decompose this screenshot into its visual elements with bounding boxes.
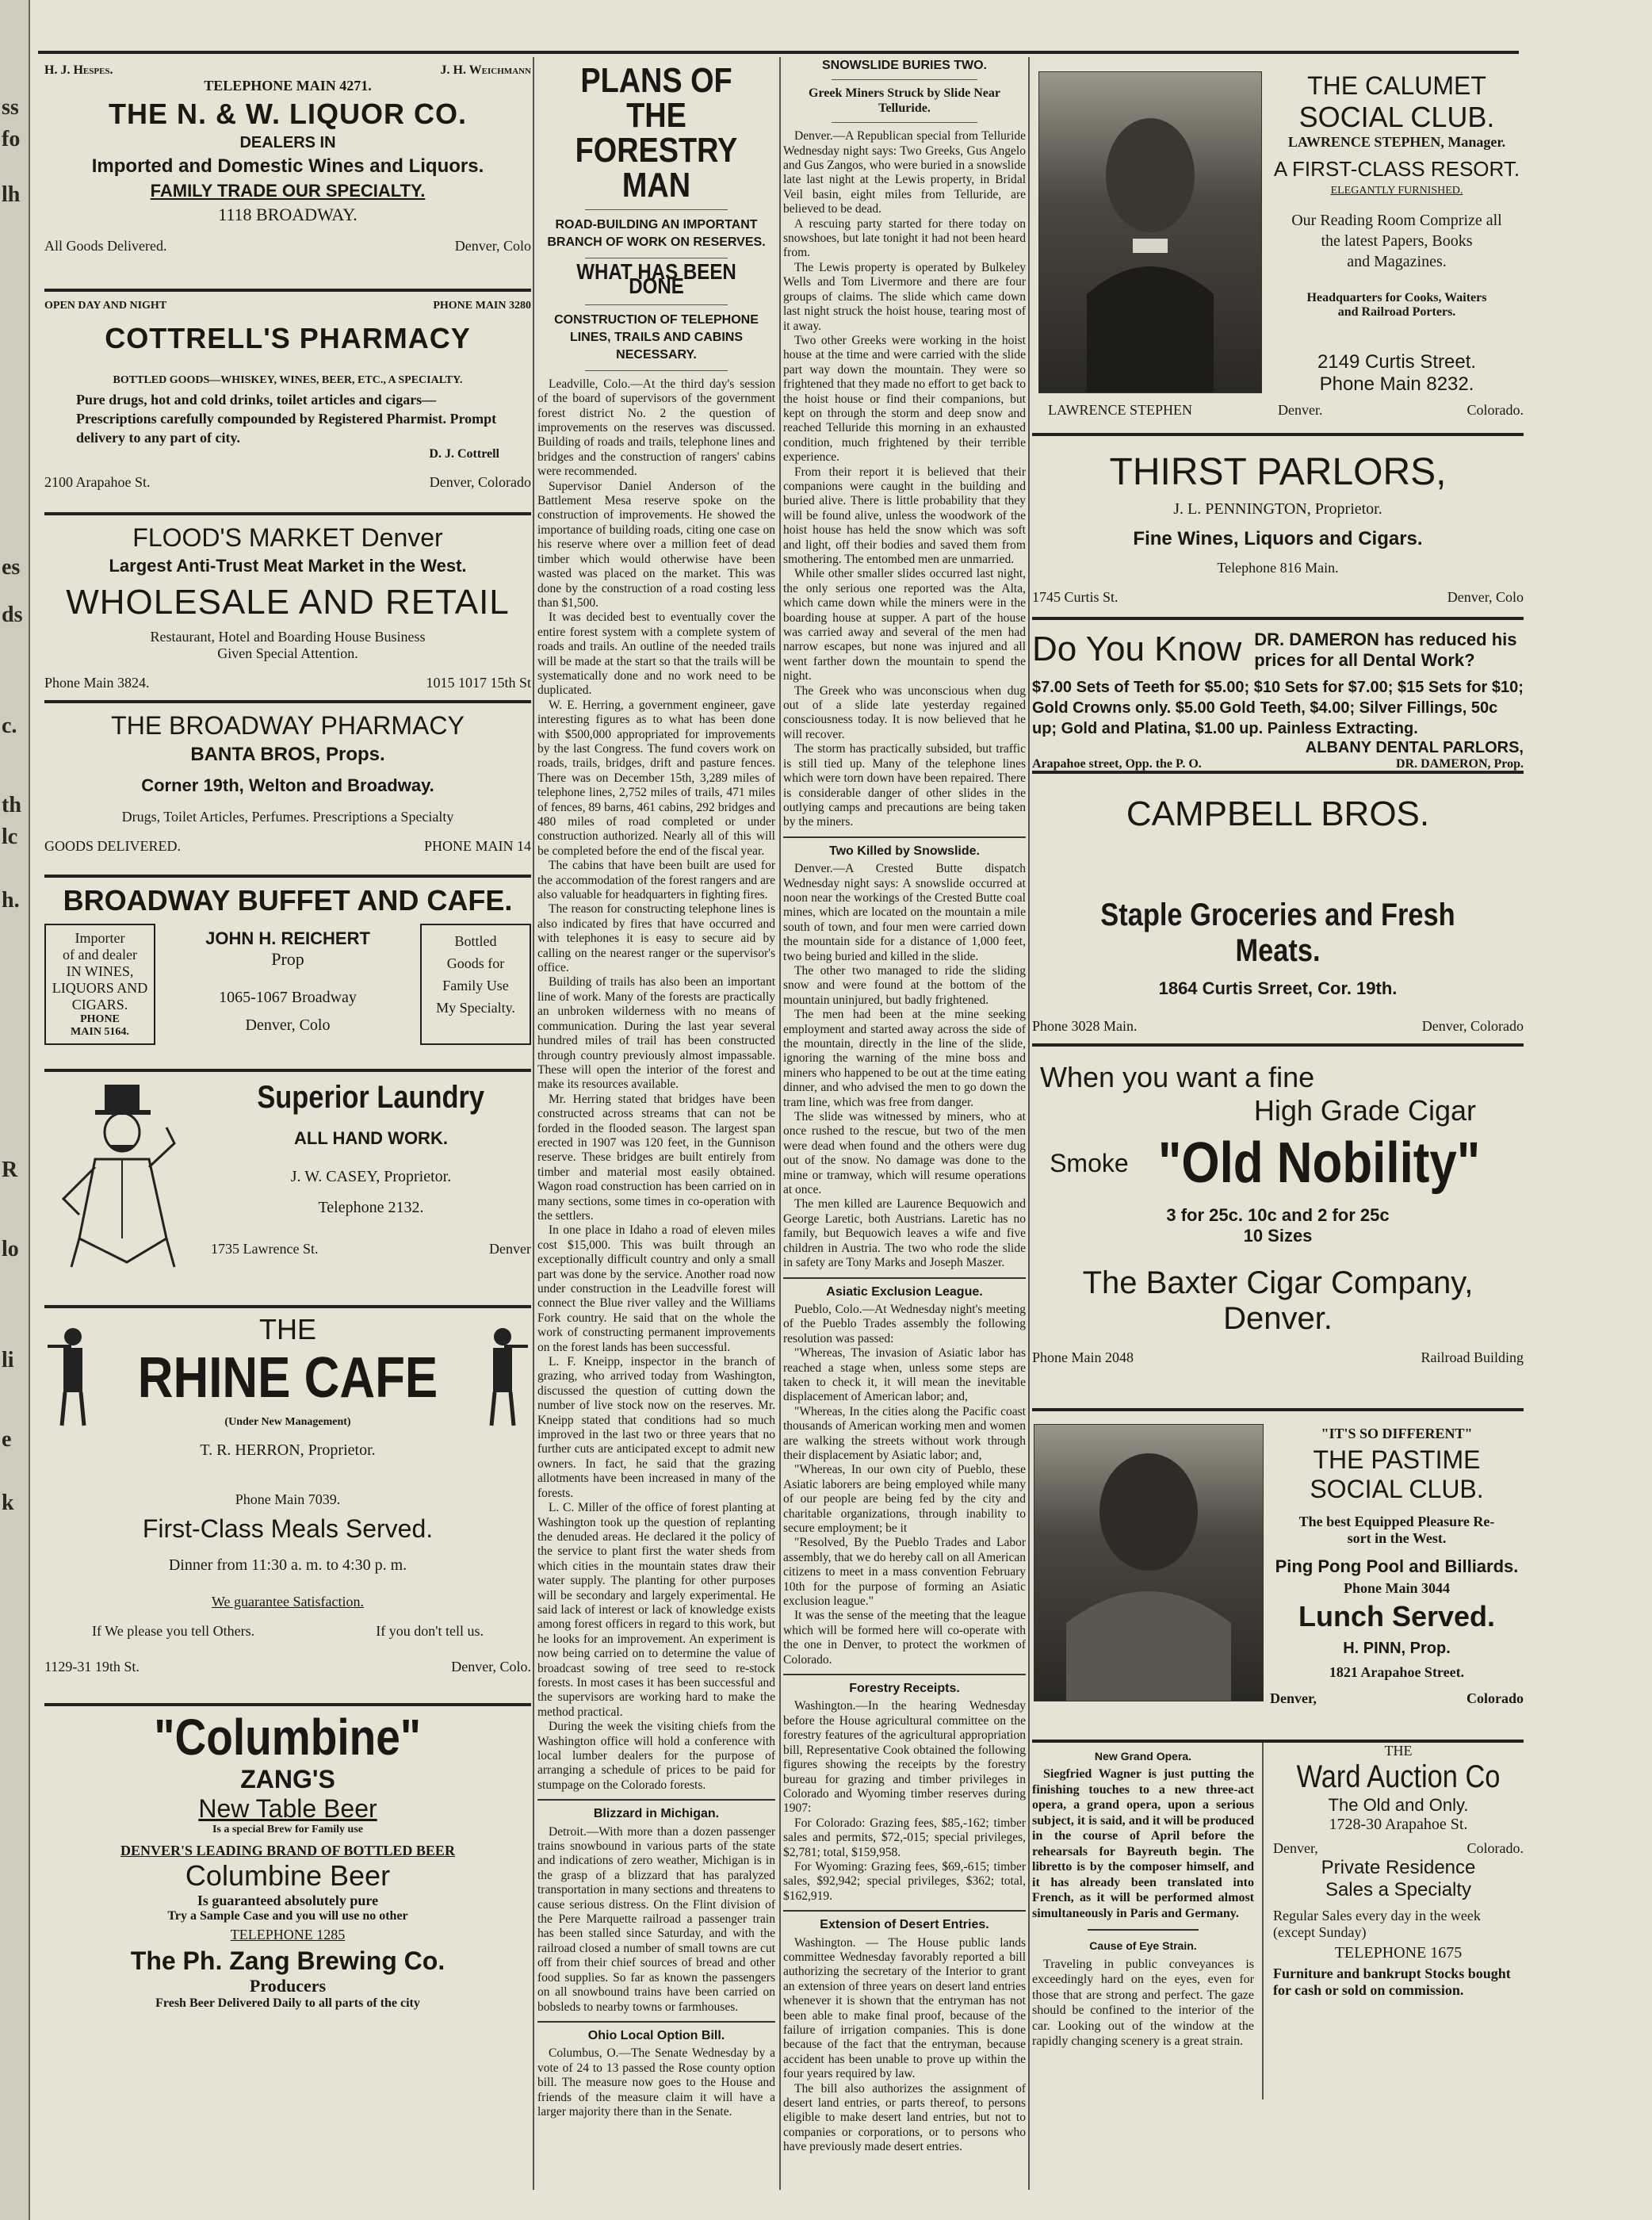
margin-glyph: fo — [2, 127, 21, 151]
opera-headline: New Grand Opera. — [1094, 1750, 1192, 1763]
ward-address: 1728-30 Arapahoe St. — [1329, 1816, 1468, 1833]
cigar-when: When you want a fine — [1040, 1061, 1315, 1093]
pastime-phone: Phone Main 3044 — [1343, 1580, 1450, 1596]
rhine-address: 1129-31 19th St. — [44, 1659, 140, 1675]
pastime-name: SOCIAL CLUB. — [1310, 1475, 1484, 1503]
campbell-name: CAMPBELL BROS. — [1126, 794, 1430, 833]
margin-glyph: lh — [2, 182, 21, 207]
article-paragraph: L. F. Kneipp, inspector in the branch of grazing, who arrived today from Washington, discussed the question of cutting down the number of live stock now on the reserves. Mr. Kneipp stated that conditions had so much improved in the last two or three years that no further cuts are anticipated except to admit new owners. In fact, he said that the grazing allotments have been increased in many of the forests. — [537, 1355, 775, 1500]
dameron-parlors: ALBANY DENTAL PARLORS, — [1305, 739, 1524, 756]
buffet-left-phone: PHONE — [80, 1013, 120, 1025]
article-paragraph: A rescuing party started for there today on snowshoes, but late tonight it had not been heard from. — [783, 216, 1026, 260]
article-paragraph: The bill also authorizes the assignment of desert land entries, or parts thereof, to persons eligible to make desert land entries, but not to companies or corporations, or to persons who have previously made desert entries. — [783, 2081, 1026, 2154]
rhine-prop: T. R. HERRON, Proprietor. — [200, 1441, 376, 1459]
calumet-club-ad — [1032, 57, 1524, 436]
dameron-dental-ad — [1032, 620, 1524, 774]
nw-left-name: H. J. Hespes. — [44, 63, 113, 77]
calumet-reading-line: Our Reading Room Comprize all — [1291, 212, 1502, 229]
snowslide-headline: SNOWSLIDE BURIES TWO. — [822, 59, 987, 72]
margin-glyph: es — [2, 555, 21, 580]
blizzard-headline: Blizzard in Michigan. — [593, 1807, 720, 1821]
snowslide-body — [783, 129, 1026, 830]
article-paragraph: Washington.—In the hearing Wednesday before the House agricultural committee on the forestry features of the agricultural appropriation bill, Representative Cook obtained the following figures showing the receipts by the forestry bureau for grazing and timber privileges in Colorado and Wyoming timber reserves during 1907: — [783, 1699, 1026, 1816]
buffet-right-line: Bottled — [454, 933, 497, 949]
thirst-address: 1745 Curtis St. — [1032, 589, 1119, 605]
portrait-lawrence-stephen — [1038, 71, 1262, 393]
snowslide-subhead: Greek Miners Struck by Slide Near Telluride. — [809, 86, 1000, 115]
pastime-address: 1821 Arapahoe Street. — [1329, 1664, 1465, 1680]
margin-glyph: c. — [2, 714, 17, 738]
campbell-address: 1864 Curtis Srreet, Cor. 19th. — [1158, 978, 1398, 998]
forestry-deck-3: CONSTRUCTION OF TELEPHONE LINES, TRAILS AND CABINS NECESSARY. — [554, 312, 759, 362]
calumet-hq-line: Headquarters for Cooks, Waiters — [1306, 291, 1487, 304]
desert-entries-headline: Extension of Desert Entries. — [820, 1918, 989, 1932]
ward-name: Ward Auction Co — [1296, 1759, 1501, 1794]
margin-glyph: e — [2, 1427, 12, 1452]
article-paragraph: Mr. Herring stated that bridges have been constructed across streams that can not be forded in the flooded season. The largest span erected in 1907 was 120 feet, in the Gunnison reserve. These bridges are built entirely from timber and material most easily obtained. Wagon road construction has been carried on in many sections, some times in co-operation with the settlers. — [537, 1092, 775, 1223]
nw-telephone: TELEPHONE MAIN 4271. — [204, 78, 372, 94]
pastime-state: Colorado — [1467, 1690, 1524, 1706]
article-paragraph: "Whereas, The invasion of Asiatic labor has reached a stage when, unless some steps are taken to check it, it will mean the inevitable displacement of American labor; and, — [783, 1346, 1026, 1404]
article-paragraph: The slide was witnessed by miners, who at once rushed to the rescue, but two of the men were dead when found and the others were dug out of the snow. No damage was done to the mine or tramway, which will resume operations at once. — [783, 1110, 1026, 1197]
campbell-bros-ad — [1032, 774, 1524, 1047]
buffet-right-line: Goods for — [446, 955, 505, 971]
cigar-smoke: Smoke — [1050, 1148, 1129, 1177]
calumet-reading-line: the latest Papers, Books — [1321, 232, 1473, 250]
thirst-parlors-ad — [1032, 436, 1524, 620]
buffet-left-line: of and dealer — [63, 947, 137, 963]
ward-old: The Old and Only. — [1328, 1795, 1469, 1815]
cigar-phone: Phone Main 2048 — [1032, 1349, 1134, 1365]
nw-delivered: All Goods Delivered. — [44, 238, 167, 254]
thirst-tel: Telephone 816 Main. — [1217, 560, 1339, 576]
article-paragraph: The storm has practically subsided, but traffic is still tied up. Many of the telephone lines which were torn down have been repaired. There is considerable danger of other slides in the outlying camps and precautions are being taken by the miners. — [783, 742, 1026, 829]
ward-sales: Sales a Specialty — [1325, 1879, 1472, 1900]
two-killed-body — [783, 862, 1026, 1270]
dameron-address: Arapahoe street, Opp. the P. O. — [1032, 757, 1202, 771]
ward-auction-ad — [1264, 1743, 1524, 2099]
ward-furniture: Furniture and bankrupt Stocks bought for cash or sold on commission. — [1273, 1965, 1511, 1998]
thirst-name: THIRST PARLORS, — [1109, 451, 1447, 493]
zang-producers: Producers — [249, 1976, 327, 1996]
bp-line: Drugs, Toilet Articles, Perfumes. Prescriptions a Specialty — [121, 809, 454, 825]
pastime-prop: H. PINN, Prop. — [1343, 1640, 1451, 1657]
margin-glyph: ds — [2, 603, 23, 627]
margin-glyph: ss — [2, 95, 19, 120]
thirst-fine: Fine Wines, Liquors and Cigars. — [1133, 528, 1423, 549]
left-margin-strip — [0, 0, 30, 2220]
article-paragraph: It was decided best to eventually cover the entire forest system with a complete system of roads and trails. An outline of the needed trails will be made at the start so that the trails will be systematically done and no work need to be duplicated. — [537, 610, 775, 698]
article-paragraph: Leadville, Colo.—At the third day's session of the board of supervisors of the government forest district No. 2 the question of improvements on the reserves was discussed. Building of roads and trails, telephone lines and bridges and the construction of rangers' cabins were recommended. — [537, 377, 775, 479]
old-nobility-cigar-ad — [1032, 1047, 1524, 1411]
rhine-meals: First-Class Meals Served. — [142, 1514, 434, 1543]
flood-name: FLOOD'S MARKET Denver — [132, 523, 443, 552]
zang-leading: DENVER'S LEADING BRAND OF BOTTLED BEER — [120, 1843, 455, 1858]
forestry-receipts-body — [783, 1699, 1026, 1904]
margin-glyph: li — [2, 1348, 14, 1372]
rhine-cafe-ad — [44, 1308, 531, 1706]
cigar-denver: Denver. — [1223, 1301, 1333, 1336]
laundry-city: Denver — [489, 1241, 531, 1257]
flood-wholesale: WHOLESALE AND RETAIL — [66, 583, 510, 622]
buffet-city: Denver, Colo — [245, 1016, 331, 1034]
rhine-city: Denver, Colo. — [451, 1659, 531, 1675]
margin-glyph: h. — [2, 888, 20, 913]
article-paragraph: Washington. — The House public lands committee Wednesday favorably reported a bill authorizing the secretary of the Interior to grant an extension of three years on desert land entries whenever it is shown that the entryman has not been able to make final proof, because of the failure of irrigation companies. This is done because of the fact that the entryman, because accident has been unable to prove up within the four years required by law. — [783, 1935, 1026, 2081]
cottrell-text: Pure drugs, hot and cold drinks, toilet articles and cigars—Prescriptions carefully compounded by Registered Pharmist. Prompt delivery to any part of city. — [76, 392, 497, 446]
pastime-city: Denver, — [1270, 1690, 1317, 1706]
column-ads-right — [1032, 57, 1524, 2190]
article-paragraph: During the week the visiting chiefs from the Washington office will hold a conference with local lumber dealers for the purpose of arranging a schedule of prices to be paid for stumpage on the Colorado forests. — [537, 1720, 775, 1792]
article-paragraph: It was the sense of the meeting that the league which will be formed here will co-operate with the one in Denver, to protect the workmen of Colorado. — [783, 1609, 1026, 1667]
article-paragraph: Building of trails has also been an important line of work. Many of the forests are practically an unbroken wilderness with no means of communication. During the last year several hundred miles of trail has been constructed through country previously almost impassable. These will open the interior of the forest and make its resources available. — [537, 975, 775, 1092]
calumet-manager: LAWRENCE STEPHEN, Manager. — [1287, 134, 1506, 150]
nw-liquor-ad — [44, 57, 531, 292]
article-paragraph: In one place in Idaho a road of eleven miles cost $15,000. This was built through an exceptionally difficult country and only a small part was done by the service. Another road now under construction in the Leadville forest will connect the Blue river valley and the Williams Fork country. He said that on the whole the work of constructing permanent improvements on the forest lands has been successful. — [537, 1223, 775, 1354]
pastime-club-ad — [1032, 1411, 1524, 1743]
zang-new: New Table Beer — [198, 1794, 377, 1823]
cottrell-name: COTTRELL'S PHARMACY — [105, 322, 471, 354]
calumet-name: SOCIAL CLUB. — [1298, 101, 1495, 133]
article-paragraph: Denver.—A Crested Butte dispatch Wednesday night says: A snowslide occurred at noon near the workings of the Crested Butte coal mines, which are located on the mountain a mile south of town, and four men were carried down the mountain side for a distance of 1,000 feet, two being buried and killed in the slide. — [783, 862, 1026, 963]
forestry-headline-1: PLANS OF THE — [580, 61, 732, 135]
cottrell-open: OPEN DAY AND NIGHT — [44, 300, 167, 312]
buffet-left-box — [44, 924, 155, 1045]
calumet-phone: Phone Main 8232. — [1319, 373, 1474, 395]
buffet-right-box — [420, 924, 531, 1045]
article-paragraph: "Whereas, In the cities along the Pacific coast thousands of American working men and women are walking the streets without work through their displacement by Asiatic labor; and, — [783, 1404, 1026, 1462]
broadway-buffet-ad — [44, 878, 531, 1072]
portrait-caption: LAWRENCE STEPHEN — [1048, 402, 1193, 418]
campbell-city: Denver, Colorado — [1421, 1018, 1524, 1034]
rhine-the: THE — [259, 1313, 316, 1345]
cigar-building: Railroad Building — [1421, 1349, 1524, 1365]
article-paragraph: For Wyoming: Grazing fees, $69,-615; timber sales, $92,942; special privileges, $362; total, $162,919. — [783, 1859, 1026, 1903]
buffet-right-line: My Specialty. — [436, 1000, 515, 1016]
margin-glyph: th — [2, 793, 21, 817]
nw-address: 1118 BROADWAY. — [218, 205, 358, 224]
pastime-best-line: The best Equipped Pleasure Re- — [1298, 1514, 1495, 1529]
article-paragraph: For Colorado: Grazing fees, $85,-162; timber sales and permits, $72,-015; special privileges, $2,781; total, $159,958. — [783, 1816, 1026, 1859]
ward-private: Private Residence — [1321, 1857, 1476, 1878]
zang-zangs: ZANG'S — [240, 1765, 335, 1793]
article-paragraph: Two other Greeks were working in the hoist house at the time and were carried with the slide part way down the mountain. They were so frightened that they made no effort to get back to the hoist house or find their companions, but kept on through the storm and deep snow and reached Telluride this morning in an exhausted condition, much frightened by their terrible experience. — [783, 333, 1026, 465]
cottrell-pharmacy-ad — [44, 292, 531, 515]
buffet-left-line: IN WINES, — [66, 963, 134, 979]
two-killed-headline: Two Killed by Snowslide. — [829, 844, 980, 858]
article-paragraph: The men killed are Laurence Bequowich and George Laretic, both Austrians. Laretic has no family, but Bequowich leaves a wife and five children in Austria. The two who rode the slide in safety are Tony Marks and Joseph Maszer. — [783, 1197, 1026, 1270]
column-rule-1 — [533, 57, 534, 2190]
pastime-the: THE PASTIME — [1313, 1445, 1481, 1474]
asiatic-body — [783, 1303, 1026, 1667]
article-paragraph: The reason for constructing telephone lines is also indicated by fires that have occurred and with telephones it is easy to secure aid by calling on the nearest ranger or the supervisor's office. — [537, 902, 775, 975]
article-paragraph: While other smaller slides occurred last night, the only serious one reported was the Alta, which came down while the miners were in the boarding house at supper. A part of the house was carried away and several of the men had narrow escapes, but none was injured and all went farther down the mountain to spend the night. — [783, 567, 1026, 683]
superior-laundry-ad — [44, 1072, 531, 1308]
margin-glyph: lo — [2, 1237, 19, 1261]
laundry-name: Superior Laundry — [257, 1080, 485, 1115]
buffet-right-line: Family Use — [442, 978, 509, 993]
flood-address: 1015 1017 15th St — [426, 675, 531, 691]
pastime-lunch: Lunch Served. — [1298, 1600, 1496, 1632]
forestry-headline-2: FORESTRY MAN — [575, 131, 738, 205]
laundry-prop: J. W. CASEY, Proprietor. — [290, 1168, 452, 1185]
zang-pure: Is guaranteed absolutely pure — [197, 1893, 379, 1908]
rhine-guarantee: We guarantee Satisfaction. — [212, 1594, 364, 1610]
forestry-body — [537, 377, 775, 1793]
rhine-dont: If you don't tell us. — [376, 1623, 484, 1639]
calumet-city: Denver. — [1278, 402, 1323, 418]
bottom-right-section — [1032, 1743, 1524, 2099]
rhine-please: If We please you tell Others. — [92, 1623, 255, 1639]
top-rule — [38, 51, 1519, 54]
bp-phone: PHONE MAIN 14 — [424, 838, 531, 854]
cottrell-bottled: BOTTLED GOODS—WHISKEY, WINES, BEER, ETC., A SPECIALTY. — [113, 374, 463, 386]
buffet-address: 1065-1067 Broadway — [219, 989, 357, 1006]
eye-strain-headline: Cause of Eye Strain. — [1089, 1939, 1197, 1953]
zang-special: Is a special Brew for Family use — [212, 1824, 364, 1835]
buffet-left-line: CIGARS. — [71, 997, 128, 1012]
article-paragraph: The Greek who was unconscious when dug out of a slide late yesterday regained consciousness today. It is now believed that he will recover. — [783, 683, 1026, 741]
article-paragraph: The other two managed to ride the sliding snow and were found at the bottom of the mountain uninjured, but badly frightened. — [783, 963, 1026, 1007]
dameron-text: $7.00 Sets of Teeth for $5.00; $10 Sets for $7.00; $15 Sets for $10; Gold Crowns only. $5.00 Gold Teeth, $4.00; Silver Fillings, 50c up; Gold and Platina, $1.00 up. Painless Extracting. — [1032, 679, 1524, 737]
rhine-phone: Phone Main 7039. — [235, 1491, 341, 1507]
column-rule-3 — [1028, 57, 1030, 2190]
zang-beer-ad — [44, 1706, 531, 2010]
eye-strain-body: Traveling in public conveyances is exceedingly hard on the eyes, even for those that are strong and perfect. The gaze should be confined to the interior of the car. Looking out of the window at the rapidly changing scenery is a great strain. — [1032, 1957, 1254, 2049]
portrait-h-pinn — [1034, 1424, 1264, 1701]
article-paragraph: W. E. Herring, a government engineer, gave interesting figures as to what has been done with $500,000 appropriated for improvements by the last Congress. The fund covers work on roads, trails, bridges, drift and pasture fences. There was on December 15th, 3,289 miles of telephone lines, 2,752 miles of trails, 471 miles of fences, 89 barns, 461 cabins, 292 bridges and 480 miles of road completed or under construction authorized. Nearly all of this will be completed before the end of the fiscal year. — [537, 698, 775, 858]
rhine-mgmt: (Under New Management) — [224, 1416, 351, 1428]
bp-delivered: GOODS DELIVERED. — [44, 838, 181, 854]
nw-city: Denver, Colo — [454, 238, 531, 254]
rhine-dinner: Dinner from 11:30 a. m. to 4:30 p. m. — [168, 1556, 407, 1574]
calumet-hq-line: and Railroad Porters. — [1337, 305, 1456, 319]
article-paragraph: The cabins that have been built are used for the accommodation of the forest rangers and are also valuable for headquarters in fighting fires. — [537, 859, 775, 902]
thirst-city: Denver, Colo — [1447, 589, 1524, 605]
flood-text2: Given Special Attention. — [217, 645, 358, 661]
calumet-address: 2149 Curtis Street. — [1317, 351, 1477, 373]
broadway-pharmacy-ad — [44, 703, 531, 878]
ward-tel: TELEPHONE 1675 — [1334, 1944, 1463, 1962]
ward-state: Colorado. — [1467, 1840, 1524, 1856]
calumet-furnished: ELEGANTLY FURNISHED. — [1330, 185, 1463, 197]
ohio-headline: Ohio Local Option Bill. — [587, 2028, 725, 2042]
article-paragraph: The men had been at the mine seeking employment and started away across the side of the mountain, directly in the line of the slide, ignoring the warning of the mine boss and miners who happened to be out at the time eating dinner, and who advised the men to go down the tram line, which was free from danger. — [783, 1008, 1026, 1109]
flood-phone: Phone Main 3824. — [44, 675, 150, 691]
forestry-receipts-headline: Forestry Receipts. — [849, 1682, 960, 1696]
pastime-best-line: sort in the West. — [1347, 1530, 1447, 1546]
forestry-deck-2: WHAT HAS BEEN DONE — [576, 259, 736, 299]
buffet-name: BROADWAY BUFFET AND CAFE. — [63, 884, 513, 917]
campbell-staple: Staple Groceries and Fresh Meats. — [1100, 898, 1455, 968]
margin-glyph: k — [2, 1491, 14, 1515]
article-paragraph: Denver.—A Republican special from Telluride Wednesday night says: Two Greeks, Gus Angelo and Gus Zangos, who were buried in a snowslide late last night at the Lewis property, in Bridal Veil basin, eight miles from Telluride, are believed to be dead. — [783, 129, 1026, 216]
calumet-the: THE CALUMET — [1307, 71, 1486, 100]
nw-wines: Imported and Domestic Wines and Liquors. — [91, 155, 484, 177]
flood-market-ad — [44, 515, 531, 703]
cottrell-sign: D. J. Cottrell — [429, 447, 499, 461]
cigar-prices: 3 for 25c. 10c and 2 for 25c — [1166, 1205, 1390, 1225]
nw-family: FAMILY TRADE OUR SPECIALTY. — [150, 181, 426, 201]
blizzard-body: Detroit.—With more than a dozen passenger trains snowbound in various parts of the state and indications of zero weather, Michigan is in the grasp of a blizzard that has paralyzed transportation in many sections and threatens to cause serious distress. On the Flint division of the Pere Marquette railroad a passenger train has been stalled since Saturday, and with the railroad closed a number of small towns are cut off from their chief sources of bread and other food supplies. So far as known the passengers on all snowbound trains have been carried on bobsleds to nearby towns or farmhouses. — [537, 1824, 775, 2014]
buffet-left-phone: MAIN 5164. — [71, 1026, 129, 1038]
ward-regular: Regular Sales every day in the week (except Sunday) — [1273, 1908, 1481, 1940]
bp-name: THE BROADWAY PHARMACY — [111, 711, 465, 740]
column-rule-2 — [779, 57, 781, 2190]
article-paragraph: From their report it is believed that their companions were caught in the building and buried alive. There is little probability that they will be found alive, unless the woodwork of the hoist house has held the snow which was soft and light, off their bodies and saved them from smothering. The entombed men are unmarried. — [783, 465, 1026, 566]
nw-company-name: THE N. & W. LIQUOR CO. — [109, 98, 467, 130]
asiatic-headline: Asiatic Exclusion League. — [826, 1284, 983, 1299]
article-paragraph: "Whereas, In our own city of Pueblo, these Asiatic laborers are being employed while many of our people are being fed by the city and charitable organizations, through inability to secure employment; be it — [783, 1463, 1026, 1535]
butler-illustration-icon — [48, 1080, 198, 1270]
flood-tag: Largest Anti-Trust Meat Market in the West. — [109, 556, 467, 576]
zang-columbine: "Columbine" — [154, 1709, 422, 1766]
campbell-phone: Phone 3028 Main. — [1032, 1018, 1138, 1034]
rhine-name: RHINE CAFE — [137, 1346, 438, 1410]
cottrell-address: 2100 Arapahoe St. — [44, 474, 151, 490]
cottrell-city: Denver, Colorado — [429, 474, 531, 490]
zang-co: The Ph. Zang Brewing Co. — [130, 1946, 446, 1975]
pastime-pool: Ping Pong Pool and Billiards. — [1275, 1556, 1519, 1576]
desert-entries-body — [783, 1936, 1026, 2155]
ward-city: Denver, — [1273, 1840, 1318, 1856]
calumet-resort: A FIRST-CLASS RESORT. — [1273, 157, 1520, 181]
buffet-owner: JOHN H. REICHERT — [205, 928, 370, 948]
buffet-prop: Prop — [271, 949, 304, 969]
nw-dealers: DEALERS IN — [239, 134, 336, 151]
article-paragraph: The Lewis property is operated by Bulkeley Wells and Tom Livermore and there are four groups of claims. The slide which came down last night struck the hoist house, tearing most of it away. — [783, 260, 1026, 333]
cigar-co: The Baxter Cigar Company, — [1082, 1265, 1474, 1300]
cigar-sizes: 10 Sizes — [1243, 1226, 1313, 1246]
dameron-do: Do You Know — [1032, 630, 1242, 668]
thirst-prop: J. L. PENNINGTON, Proprietor. — [1173, 500, 1382, 518]
bp-props: BANTA BROS, Props. — [190, 744, 385, 765]
bp-corner: Corner 19th, Welton and Broadway. — [141, 775, 434, 795]
pastime-diff: "IT'S SO DIFFERENT" — [1321, 1426, 1473, 1441]
zang-fresh: Fresh Beer Delivered Daily to all parts of the city — [155, 1996, 420, 2010]
column-forestry-article — [537, 57, 775, 2190]
buffet-left-line: Importer — [75, 930, 125, 946]
margin-glyph: R — [2, 1158, 18, 1182]
opera-body: Siegfried Wagner is just putting the finishing touches to a new three-act opera, a grand opera, upon a serious subject, it is said, and it will be produced in the course of April before the rehearsals for Bayreuth begin. The libretto is by the composer himself, and it has already been translated into French, as it will be performed almost simultaneously in Paris and Germany. — [1032, 1767, 1254, 1920]
zang-tel: TELEPHONE 1285 — [230, 1927, 346, 1942]
column-news-briefs — [783, 57, 1026, 2190]
flood-text1: Restaurant, Hotel and Boarding House Business — [150, 629, 426, 645]
margin-glyph: lc — [2, 825, 18, 849]
article-paragraph: Supervisor Daniel Anderson of the Battlement Mesa reserve spoke on the construction of improvements. He showed the importance of building roads, citing one case on his reserve where over a million feet of dead timber which would otherwise have been wasted was placed on the market. This was done by the construction of a road costing less than $1,500. — [537, 479, 775, 610]
forestry-deck-1: ROAD-BUILDING AN IMPORTANT BRANCH OF WORK ON RESERVES. — [547, 218, 766, 249]
dameron-lead: DR. DAMERON has reduced his prices for all Dental Work? — [1254, 630, 1517, 670]
cigar-high: High Grade Cigar — [1253, 1094, 1476, 1127]
dameron-sign: DR. DAMERON, Prop. — [1395, 757, 1524, 771]
calumet-reading-line: and Magazines. — [1347, 253, 1447, 270]
laundry-tel: Telephone 2132. — [318, 1199, 424, 1216]
nw-right-name: J. H. Weichmann — [440, 63, 531, 77]
calumet-state: Colorado. — [1467, 402, 1524, 418]
article-paragraph: Pueblo, Colo.—At Wednesday night's meeting of the Pueblo Trades assembly the following resolution was passed: — [783, 1302, 1026, 1345]
article-paragraph: "Resolved, By the Pueblo Trades and Labor assembly, that we do hereby call on all American citizens to meet in a mass convention February 10th for the purpose of forming an Asiatic exclusion league." — [783, 1536, 1026, 1609]
zang-try: Try a Sample Case and you will use no other — [167, 1909, 408, 1923]
laundry-address: 1735 Lawrence St. — [211, 1241, 319, 1257]
ward-the: THE — [1384, 1743, 1413, 1759]
buffet-left-line: LIQUORS AND — [52, 980, 148, 996]
laundry-hand: ALL HAND WORK. — [294, 1128, 448, 1148]
zang-cbeer: Columbine Beer — [185, 1859, 391, 1892]
cottrell-phone: PHONE MAIN 3280 — [433, 300, 531, 312]
column-ads-left — [44, 57, 531, 2190]
cigar-brand: "Old Nobility" — [1157, 1131, 1480, 1195]
ohio-body: Columbus, O.—The Senate Wednesday by a vote of 24 to 13 passed the Rose county option bill. The measure now goes to the House and friends of the measure claim it will have a larger majority there than in the Senate. — [537, 2046, 775, 2119]
article-paragraph: L. C. Miller of the office of forest planting at Washington took up the question of replanting the denuded areas. He declared it the policy of the service to plant first the water sheds from which cities in the mountain states draw their water supply. The planting for other purposes will be secondary and largely experimental. He said lack of interest or lack of knowledge exists among forest officers in regard to this work, but he looks for an improvement. An experiment is now being carried on to determine the value of broadcast sowing of tree seed to re-stock forests. In most cases it has been successful and the supervisors are working hard to make the method practical. — [537, 1501, 775, 1719]
